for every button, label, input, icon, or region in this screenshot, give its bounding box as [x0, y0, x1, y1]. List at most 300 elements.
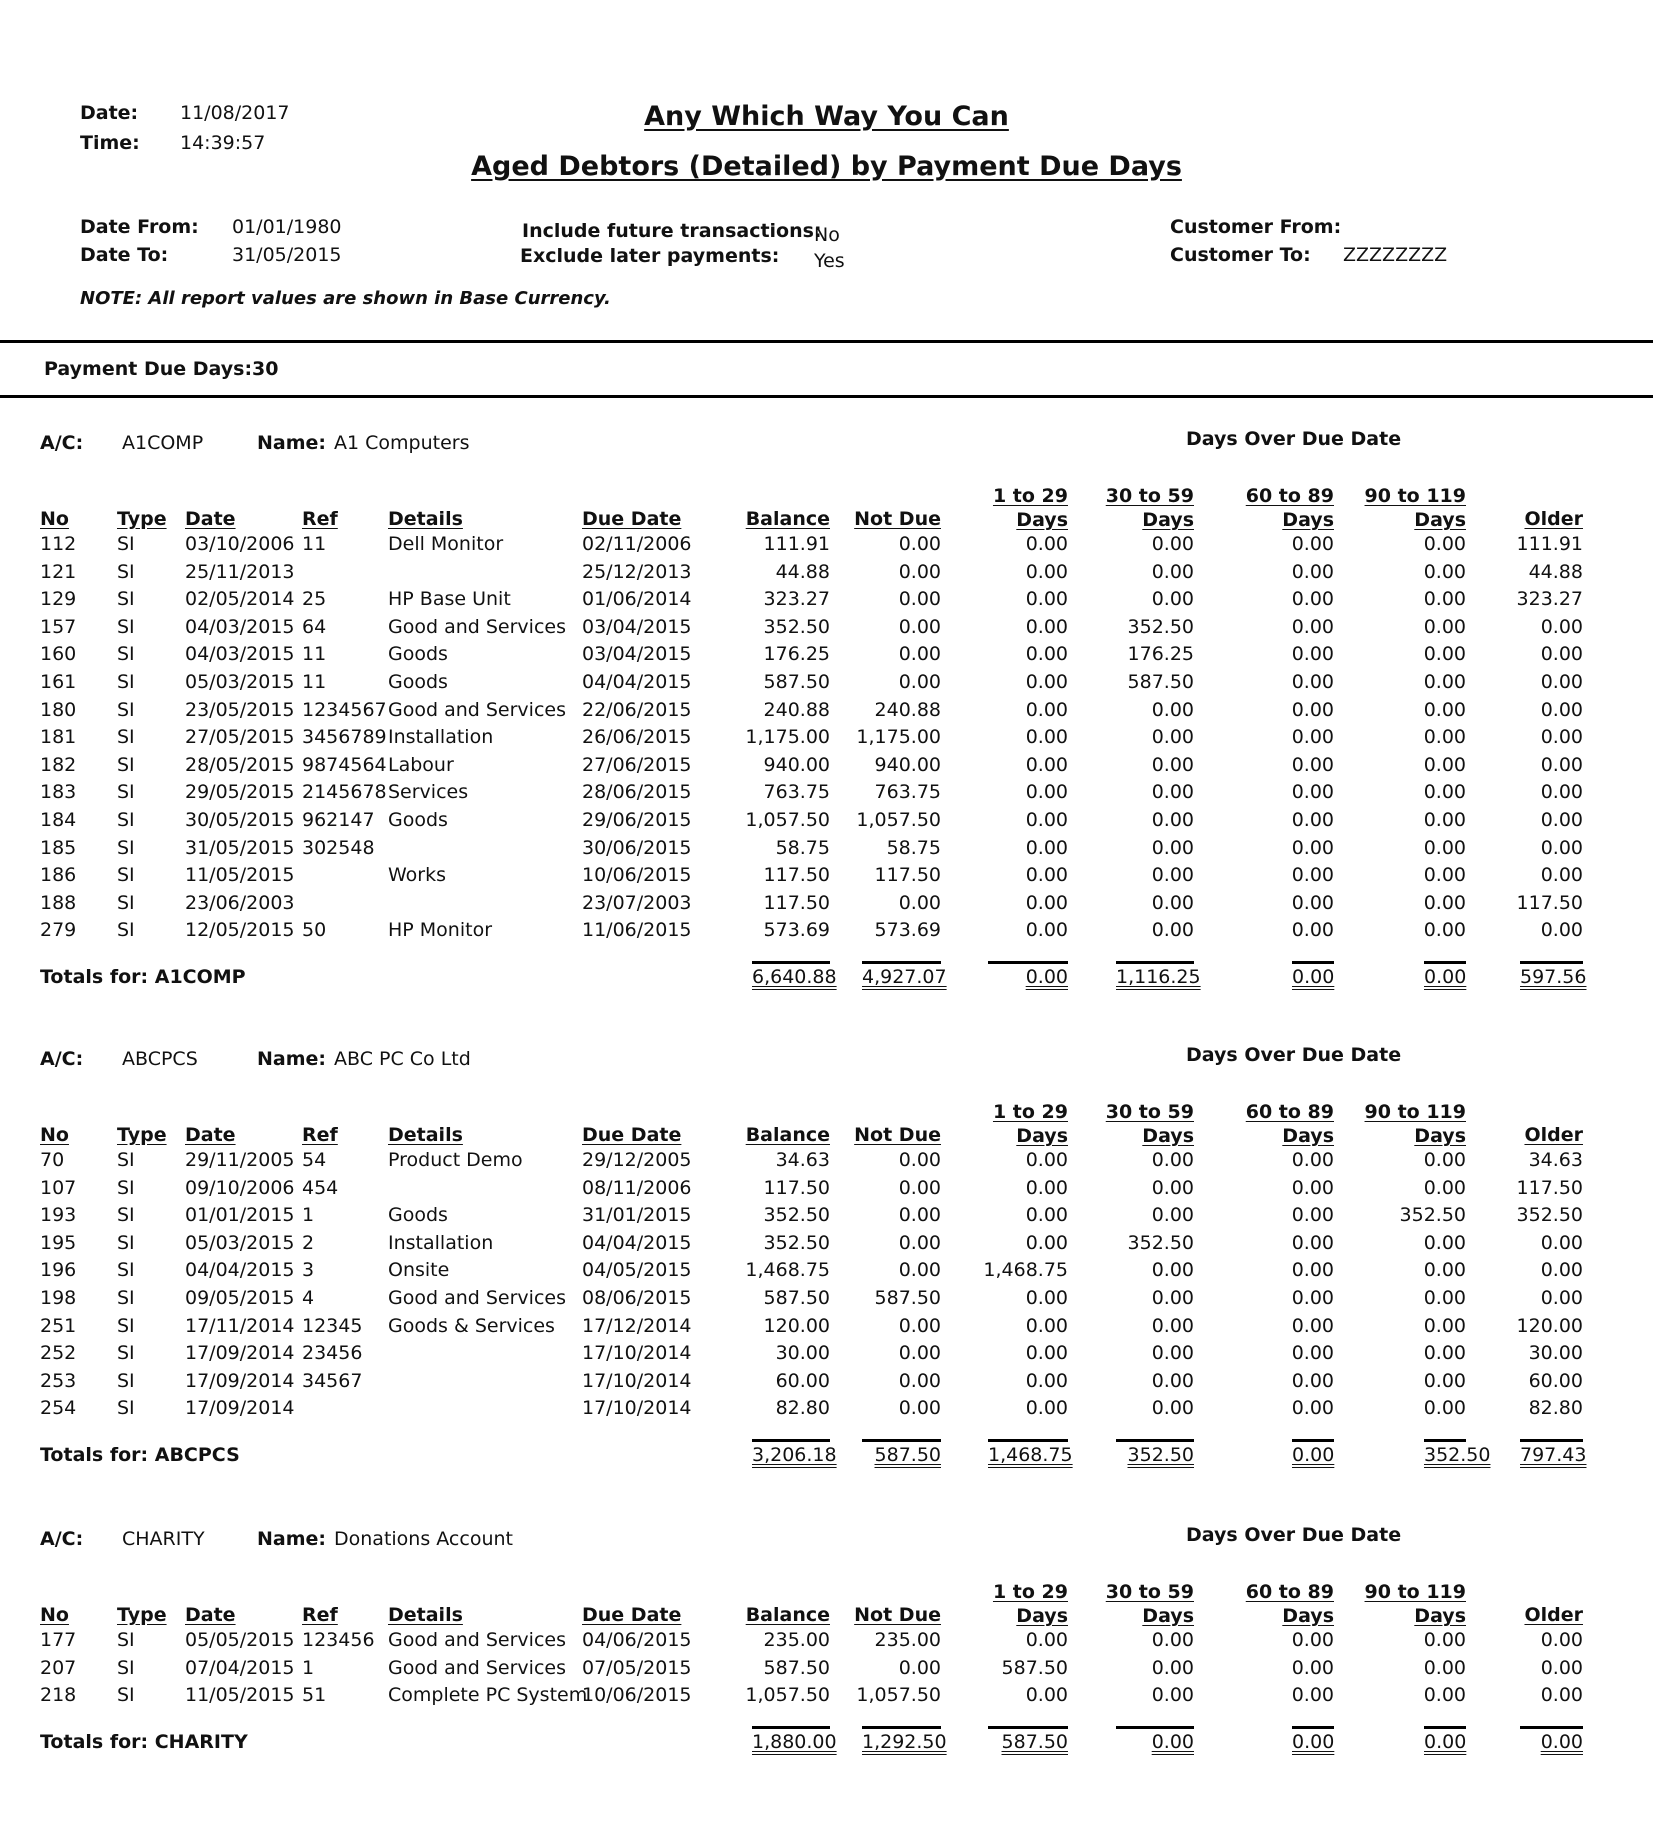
- cell-no: 254: [40, 1397, 77, 1420]
- cell-no: 196: [40, 1259, 77, 1282]
- cell-type: SI: [117, 1342, 135, 1365]
- cell-b4: 0.00: [1423, 864, 1466, 887]
- cell-type: SI: [117, 808, 135, 831]
- cell-b1: 0.00: [1025, 1231, 1068, 1254]
- table-row: [0, 752, 1653, 780]
- total-value: [1520, 961, 1587, 988]
- cell-older: 0.00: [1540, 808, 1583, 831]
- cell-not-due: 0.00: [898, 1176, 941, 1199]
- total-value: [1424, 1726, 1466, 1753]
- cell-b3: 0.00: [1291, 1656, 1334, 1679]
- cell-b1: 0.00: [1025, 1629, 1068, 1651]
- cell-balance: 117.50: [763, 864, 830, 887]
- cell-b1: 0.00: [1025, 808, 1068, 831]
- cell-no: 251: [40, 1314, 77, 1337]
- cell-due-date: 08/06/2015: [582, 1286, 692, 1309]
- cell-b1: 0.00: [1025, 533, 1068, 555]
- column-header-days: Days: [1142, 509, 1194, 531]
- column-header-b3-days: [1200, 1100, 1334, 1148]
- cell-details: Goods: [388, 643, 448, 666]
- cell-b3: 0.00: [1291, 864, 1334, 887]
- cell-details: Goods: [388, 670, 448, 693]
- date-from-value: 01/01/1980: [232, 216, 342, 238]
- cell-due-date: 30/06/2015: [582, 836, 692, 859]
- cell-b3: 0.00: [1291, 1259, 1334, 1282]
- cell-b2: 0.00: [1151, 919, 1194, 942]
- total-value: [1116, 961, 1201, 988]
- cell-b4: 352.50: [1399, 1204, 1466, 1227]
- cell-type: SI: [117, 670, 135, 693]
- column-header-range: 90 to 119: [1364, 1101, 1466, 1123]
- column-header-days: Days: [1414, 1605, 1466, 1627]
- table-row: [0, 1655, 1653, 1683]
- cell-b3: 0.00: [1291, 1342, 1334, 1365]
- exclude-later-value: Yes: [814, 250, 845, 272]
- cell-no: 195: [40, 1231, 77, 1254]
- cell-type: SI: [117, 698, 135, 721]
- total-amount: 797.43: [1520, 1444, 1587, 1466]
- cell-b4: 0.00: [1423, 698, 1466, 721]
- cell-no: 177: [40, 1629, 77, 1651]
- cell-balance: 352.50: [763, 1204, 830, 1227]
- cell-ref: 34567: [302, 1369, 363, 1392]
- date-label: Date:: [80, 102, 139, 124]
- cell-not-due: 0.00: [898, 1204, 941, 1227]
- cell-balance: 587.50: [763, 1656, 830, 1679]
- date-from-label: Date From:: [80, 216, 199, 238]
- cell-b4: 0.00: [1423, 836, 1466, 859]
- cell-balance: 1,057.50: [745, 1684, 830, 1707]
- table-row: [0, 1202, 1653, 1230]
- column-header-date: Date: [185, 1124, 236, 1146]
- table-row: [0, 559, 1653, 587]
- column-header-range: 30 to 59: [1105, 1101, 1194, 1123]
- cell-older: 0.00: [1540, 1286, 1583, 1309]
- table-row: [0, 1230, 1653, 1258]
- cell-due-date: 17/10/2014: [582, 1342, 692, 1365]
- total-value: [752, 961, 837, 988]
- total-value: [1520, 1439, 1587, 1466]
- cell-not-due: 0.00: [898, 533, 941, 555]
- cell-details: Services: [388, 781, 469, 804]
- cell-b3: 0.00: [1291, 1629, 1334, 1651]
- cell-due-date: 25/12/2013: [582, 560, 692, 583]
- cell-date: 29/11/2005: [185, 1149, 295, 1171]
- cell-b2: 176.25: [1127, 643, 1194, 666]
- cell-ref: 3: [302, 1259, 315, 1282]
- include-future-label: Include future transactions:: [522, 220, 822, 242]
- cell-not-due: 0.00: [898, 1231, 941, 1254]
- cell-b1: 0.00: [1025, 1176, 1068, 1199]
- column-header-older: Older: [1524, 508, 1583, 530]
- table-row: [0, 697, 1653, 725]
- cell-date: 31/05/2015: [185, 836, 295, 859]
- cell-type: SI: [117, 1656, 135, 1679]
- cell-type: SI: [117, 1149, 135, 1171]
- total-value: [862, 1439, 941, 1466]
- column-header-days: Days: [1016, 1605, 1068, 1627]
- cell-date: 23/06/2003: [185, 891, 295, 914]
- column-header-b2-days: [1080, 484, 1194, 532]
- cell-b2: 0.00: [1151, 1342, 1194, 1365]
- cell-ref: 12345: [302, 1314, 363, 1337]
- account-name-label: Name:: [257, 1048, 327, 1070]
- total-value: [1292, 961, 1334, 988]
- cell-b3: 0.00: [1291, 1231, 1334, 1254]
- column-header-details: Details: [388, 1604, 463, 1626]
- cell-no: 252: [40, 1342, 77, 1365]
- cell-not-due: 0.00: [898, 1397, 941, 1420]
- cell-no: 160: [40, 643, 77, 666]
- cell-balance: 573.69: [763, 919, 830, 942]
- currency-note: NOTE: All report values are shown in Base Currency.: [80, 288, 611, 309]
- cell-b4: 0.00: [1423, 615, 1466, 638]
- cell-b3: 0.00: [1291, 1286, 1334, 1309]
- total-amount: 0.00: [1292, 966, 1335, 988]
- company-name: Any Which Way You Can: [644, 101, 1009, 132]
- cell-no: 279: [40, 919, 77, 942]
- cell-b2: 0.00: [1151, 1369, 1194, 1392]
- cell-older: 117.50: [1516, 1176, 1583, 1199]
- column-header-days: Days: [1142, 1125, 1194, 1147]
- total-amount: 6,640.88: [752, 966, 837, 988]
- cell-b2: 0.00: [1151, 781, 1194, 804]
- cell-date: 09/10/2006: [185, 1176, 295, 1199]
- cell-type: SI: [117, 1286, 135, 1309]
- total-amount: 587.50: [1001, 1730, 1068, 1753]
- cell-older: 30.00: [1528, 1342, 1583, 1365]
- date-to-value: 31/05/2015: [232, 244, 342, 266]
- account-name-label: Name:: [257, 1528, 327, 1550]
- cell-balance: 240.88: [763, 698, 830, 721]
- cell-due-date: 28/06/2015: [582, 781, 692, 804]
- cell-details: Good and Services: [388, 615, 566, 638]
- cell-type: SI: [117, 1204, 135, 1227]
- total-value: [1424, 961, 1466, 988]
- cell-ref: 25: [302, 588, 327, 611]
- cell-no: 253: [40, 1369, 77, 1392]
- cell-balance: 1,175.00: [745, 726, 830, 749]
- time-label: Time:: [80, 132, 140, 154]
- cell-older: 82.80: [1528, 1397, 1583, 1420]
- cell-b1: 0.00: [1025, 1149, 1068, 1171]
- table-row: [0, 890, 1653, 918]
- cell-not-due: 0.00: [898, 670, 941, 693]
- cell-details: Good and Services: [388, 1629, 566, 1651]
- cell-b2: 0.00: [1151, 1397, 1194, 1420]
- account-name: A1 Computers: [334, 432, 470, 454]
- table-row: [0, 1682, 1653, 1710]
- cell-type: SI: [117, 1176, 135, 1199]
- cell-older: 0.00: [1540, 643, 1583, 666]
- cell-b4: 0.00: [1423, 643, 1466, 666]
- cell-older: 117.50: [1516, 891, 1583, 914]
- cell-no: 207: [40, 1656, 77, 1679]
- cell-older: 0.00: [1540, 1656, 1583, 1679]
- cell-not-due: 240.88: [874, 698, 941, 721]
- cell-b2: 0.00: [1151, 753, 1194, 776]
- cell-balance: 352.50: [763, 615, 830, 638]
- cell-b2: 0.00: [1151, 1204, 1194, 1227]
- column-header-older: Older: [1524, 1604, 1583, 1626]
- cell-date: 28/05/2015: [185, 753, 295, 776]
- cell-ref: 11: [302, 643, 327, 666]
- table-row: [0, 641, 1653, 669]
- cell-older: 0.00: [1540, 1231, 1583, 1254]
- cell-older: 0.00: [1540, 864, 1583, 887]
- cell-date: 05/03/2015: [185, 670, 295, 693]
- cell-b4: 0.00: [1423, 781, 1466, 804]
- column-header-b4-days: [1340, 1100, 1466, 1148]
- cell-b3: 0.00: [1291, 560, 1334, 583]
- cell-b4: 0.00: [1423, 726, 1466, 749]
- cell-older: 0.00: [1540, 670, 1583, 693]
- cell-details: Goods: [388, 808, 448, 831]
- cell-ref: 1: [302, 1656, 315, 1679]
- cell-due-date: 31/01/2015: [582, 1204, 692, 1227]
- transaction-rows: [0, 1627, 1653, 1710]
- cell-details: Installation: [388, 726, 494, 749]
- cell-date: 25/11/2013: [185, 560, 295, 583]
- cell-type: SI: [117, 560, 135, 583]
- cell-b3: 0.00: [1291, 1369, 1334, 1392]
- total-value: [862, 1726, 947, 1753]
- days-over-due-heading: Days Over Due Date: [1186, 1524, 1402, 1546]
- cell-b2: 0.00: [1151, 726, 1194, 749]
- cell-date: 17/11/2014: [185, 1314, 295, 1337]
- cell-balance: 30.00: [775, 1342, 830, 1365]
- cell-b3: 0.00: [1291, 1684, 1334, 1707]
- cell-type: SI: [117, 1231, 135, 1254]
- cell-b2: 0.00: [1151, 1259, 1194, 1282]
- total-value: [988, 961, 1068, 988]
- cell-ref: 11: [302, 670, 327, 693]
- cell-no: 182: [40, 753, 77, 776]
- cell-b4: 0.00: [1423, 1629, 1466, 1651]
- cell-older: 0.00: [1540, 781, 1583, 804]
- account-section: [0, 428, 1653, 1005]
- column-header-b3-days: [1200, 1580, 1334, 1628]
- cell-older: 0.00: [1540, 615, 1583, 638]
- cell-b3: 0.00: [1291, 1314, 1334, 1337]
- total-value: [988, 1439, 1073, 1466]
- cell-ref: 11: [302, 533, 327, 555]
- table-row: [0, 1175, 1653, 1203]
- cell-date: 05/05/2015: [185, 1629, 295, 1651]
- total-value: [752, 1726, 837, 1753]
- cell-ref: 454: [302, 1176, 339, 1199]
- column-header-due-date: Due Date: [582, 1604, 682, 1626]
- cell-b4: 0.00: [1423, 753, 1466, 776]
- cell-b3: 0.00: [1291, 643, 1334, 666]
- column-header-no: No: [40, 1604, 69, 1626]
- cell-b1: 0.00: [1025, 864, 1068, 887]
- column-header-type: Type: [117, 508, 167, 530]
- cell-date: 17/09/2014: [185, 1342, 295, 1365]
- cell-details: Works: [388, 864, 447, 887]
- total-amount: 1,292.50: [862, 1730, 947, 1753]
- cell-b2: 0.00: [1151, 1286, 1194, 1309]
- cell-b4: 0.00: [1423, 1684, 1466, 1707]
- cell-due-date: 26/06/2015: [582, 726, 692, 749]
- cell-balance: 60.00: [775, 1369, 830, 1392]
- cell-b4: 0.00: [1423, 1369, 1466, 1392]
- cell-ref: 64: [302, 615, 327, 638]
- column-header-no: No: [40, 508, 69, 530]
- total-amount: 0.00: [1424, 966, 1467, 988]
- cell-no: 107: [40, 1176, 77, 1199]
- cell-due-date: 29/12/2005: [582, 1149, 692, 1171]
- total-amount: 0.00: [1292, 1444, 1335, 1466]
- customer-from-label: Customer From:: [1170, 216, 1342, 238]
- column-header-days: Days: [1016, 1125, 1068, 1147]
- cell-details: HP Monitor: [388, 919, 493, 942]
- cell-type: SI: [117, 533, 135, 555]
- total-value: [988, 1726, 1068, 1753]
- table-row: [0, 862, 1653, 890]
- column-header-due-date: Due Date: [582, 508, 682, 530]
- cell-no: 181: [40, 726, 77, 749]
- cell-details: HP Base Unit: [388, 588, 511, 611]
- cell-b4: 0.00: [1423, 1286, 1466, 1309]
- column-header-balance: Balance: [745, 1604, 830, 1626]
- cell-ref: 1234567: [302, 698, 387, 721]
- column-header-b1-days: [960, 1580, 1068, 1628]
- column-header-no: No: [40, 1124, 69, 1146]
- column-header-days: Days: [1414, 509, 1466, 531]
- cell-b1: 0.00: [1025, 836, 1068, 859]
- cell-ref: 2145678: [302, 781, 387, 804]
- account-name: Donations Account: [334, 1528, 513, 1550]
- cell-older: 44.88: [1528, 560, 1583, 583]
- cell-not-due: 573.69: [874, 919, 941, 942]
- cell-no: 112: [40, 533, 77, 555]
- cell-not-due: 0.00: [898, 1656, 941, 1679]
- cell-due-date: 10/06/2015: [582, 864, 692, 887]
- date-value: 11/08/2017: [180, 102, 290, 124]
- cell-no: 157: [40, 615, 77, 638]
- column-header-b3-days: [1200, 484, 1334, 532]
- cell-type: SI: [117, 588, 135, 611]
- cell-no: 186: [40, 864, 77, 887]
- column-header-range: 30 to 59: [1105, 1581, 1194, 1603]
- cell-b3: 0.00: [1291, 781, 1334, 804]
- cell-due-date: 11/06/2015: [582, 919, 692, 942]
- cell-b2: 0.00: [1151, 533, 1194, 555]
- cell-details: Goods: [388, 1204, 448, 1227]
- cell-date: 17/09/2014: [185, 1397, 295, 1420]
- cell-date: 09/05/2015: [185, 1286, 295, 1309]
- table-row: [0, 669, 1653, 697]
- cell-b2: 0.00: [1151, 864, 1194, 887]
- cell-no: 185: [40, 836, 77, 859]
- account-name: ABC PC Co Ltd: [334, 1048, 471, 1070]
- column-header-date: Date: [185, 1604, 236, 1626]
- total-amount: 0.00: [1025, 966, 1068, 988]
- cell-b2: 0.00: [1151, 1629, 1194, 1651]
- total-amount: 0.00: [1151, 1730, 1194, 1753]
- column-header-days: Days: [1414, 1125, 1466, 1147]
- cell-due-date: 07/05/2015: [582, 1656, 692, 1679]
- cell-b2: 352.50: [1127, 615, 1194, 638]
- table-row: [0, 1257, 1653, 1285]
- cell-balance: 1,057.50: [745, 808, 830, 831]
- cell-b1: 0.00: [1025, 615, 1068, 638]
- cell-b4: 0.00: [1423, 670, 1466, 693]
- cell-ref: 23456: [302, 1342, 363, 1365]
- cell-type: SI: [117, 864, 135, 887]
- cell-no: 188: [40, 891, 77, 914]
- cell-b4: 0.00: [1423, 560, 1466, 583]
- cell-b4: 0.00: [1423, 891, 1466, 914]
- cell-type: SI: [117, 1684, 135, 1707]
- cell-ref: 2: [302, 1231, 315, 1254]
- cell-no: 180: [40, 698, 77, 721]
- totals-label: Totals for: CHARITY: [40, 1730, 248, 1753]
- table-row: [0, 1313, 1653, 1341]
- cell-details: Good and Services: [388, 1656, 566, 1679]
- cell-type: SI: [117, 781, 135, 804]
- cell-type: SI: [117, 1369, 135, 1392]
- account-code-label: A/C:: [40, 1528, 84, 1550]
- column-header-range: 60 to 89: [1245, 485, 1334, 507]
- total-value: [862, 961, 947, 988]
- cell-b3: 0.00: [1291, 588, 1334, 611]
- cell-not-due: 58.75: [886, 836, 941, 859]
- cell-not-due: 1,057.50: [856, 1684, 941, 1707]
- account-code: ABCPCS: [122, 1048, 198, 1070]
- cell-ref: 51: [302, 1684, 327, 1707]
- cell-b3: 0.00: [1291, 1149, 1334, 1171]
- cell-due-date: 04/05/2015: [582, 1259, 692, 1282]
- cell-b2: 0.00: [1151, 1176, 1194, 1199]
- cell-b4: 0.00: [1423, 1149, 1466, 1171]
- cell-older: 0.00: [1540, 836, 1583, 859]
- column-header-b4-days: [1340, 1580, 1466, 1628]
- cell-b4: 0.00: [1423, 588, 1466, 611]
- cell-b2: 0.00: [1151, 1656, 1194, 1679]
- cell-older: 0.00: [1540, 698, 1583, 721]
- total-value: [1116, 1726, 1194, 1753]
- cell-date: 17/09/2014: [185, 1369, 295, 1392]
- column-header-details: Details: [388, 1124, 463, 1146]
- column-header-b2-days: [1080, 1100, 1194, 1148]
- total-value: [752, 1439, 837, 1466]
- cell-type: SI: [117, 726, 135, 749]
- cell-b3: 0.00: [1291, 836, 1334, 859]
- cell-older: 0.00: [1540, 726, 1583, 749]
- table-row: [0, 724, 1653, 752]
- cell-older: 323.27: [1516, 588, 1583, 611]
- total-amount: 4,927.07: [862, 966, 947, 988]
- cell-b4: 0.00: [1423, 1314, 1466, 1337]
- account-code: CHARITY: [122, 1528, 205, 1550]
- cell-b4: 0.00: [1423, 1259, 1466, 1282]
- cell-b1: 587.50: [1001, 1656, 1068, 1679]
- table-row: [0, 835, 1653, 863]
- cell-date: 07/04/2015: [185, 1656, 295, 1679]
- cell-type: SI: [117, 1259, 135, 1282]
- total-amount: 3,206.18: [752, 1444, 837, 1466]
- cell-b3: 0.00: [1291, 1204, 1334, 1227]
- column-header-days: Days: [1142, 1605, 1194, 1627]
- cell-not-due: 0.00: [898, 588, 941, 611]
- cell-balance: 44.88: [775, 560, 830, 583]
- cell-b1: 0.00: [1025, 1314, 1068, 1337]
- column-header-due-date: Due Date: [582, 1124, 682, 1146]
- column-header-older: Older: [1524, 1124, 1583, 1146]
- cell-due-date: 08/11/2006: [582, 1176, 692, 1199]
